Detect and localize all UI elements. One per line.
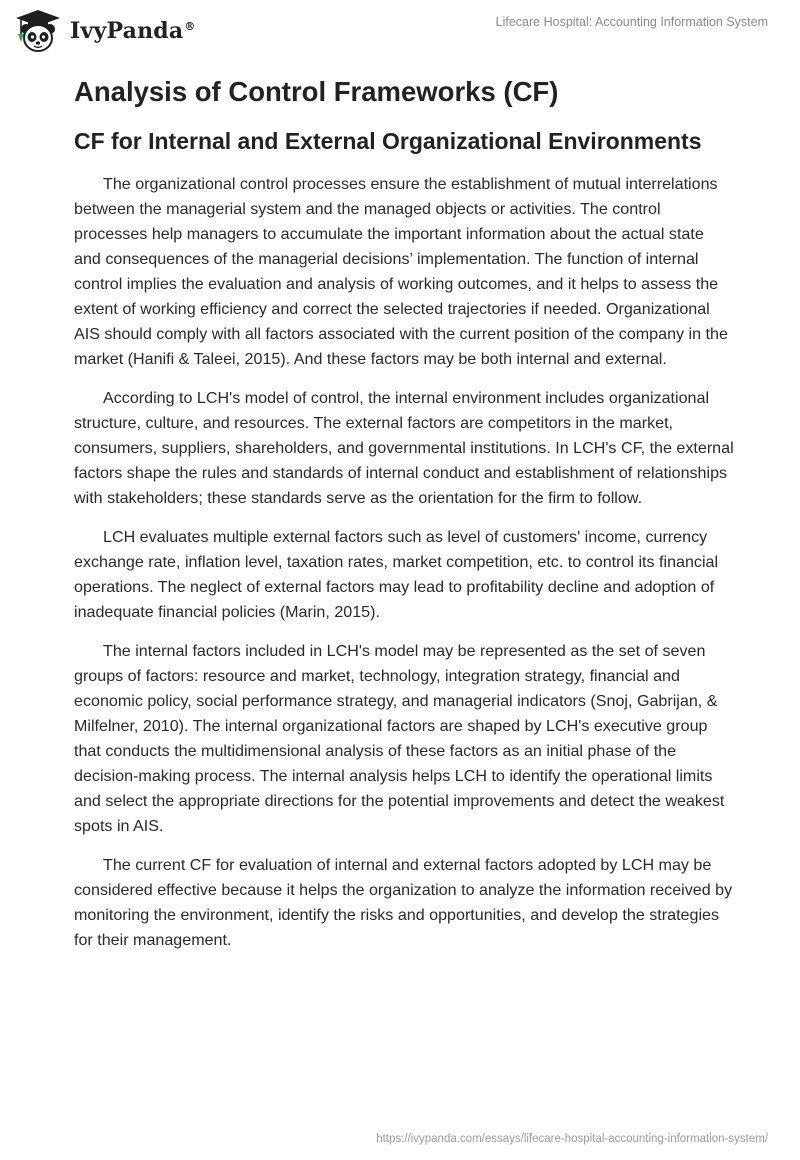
section-heading: CF for Internal and External Organizational Environments xyxy=(74,128,702,154)
paragraph: According to LCH's model of control, the internal environment includes organizational structure, culture, and resources. The external factors are competitors in the market, consumers, suppliers, shareholders, and governmental institutions. In LCH's CF, the external factors shape the rules and standards of internal conduct and establishment of relationships with stakeholders; these standards serve as the orientation for the firm to follow. xyxy=(74,389,734,507)
paragraph: The internal factors included in LCH's model may be represented as the set of seven groups of factors: resource and market, technology, integration strategy, financial and economic policy, social performance strategy, and managerial indicators (Snoj, Gabrijan, & Milfelner, 2010). The internal organizational factors are shaped by LCH's executive group that conducts the multidimensional analysis of these factors as an initial phase of the decision-making process. The internal analysis helps LCH to identify the operational limits and select the appropriate directions for the potential improvements and detect the weakest spots in AIS. xyxy=(74,642,725,835)
paragraph: The organizational control processes ensure the establishment of mutual interrelations between the managerial system and the managed objects or activities. The control processes help managers to accumulate the important information about the actual state and consequences of the managerial decisions’ implementation. The function of internal control implies the evaluation and analysis of working outcomes, and it helps to assess the extent of working efficiency and correct the selected trajectories if needed. Organizational AIS should comply with all factors associated with the current position of the company in the market (Hanifi & Taleei, 2015). And these factors may be both internal and external. xyxy=(74,175,728,368)
ivypanda-logo[interactable] xyxy=(12,8,196,54)
paragraph-list xyxy=(74,172,734,953)
panda-graduate-icon xyxy=(12,8,64,54)
paragraph: LCH evaluates multiple external factors such as level of customers' income, currency exchange rate, inflation level, taxation rates, market competition, etc. to control its financial operations. The neglect of external factors may lead to profitability decline and adoption of inadequate financial policies (Marin, 2015). xyxy=(74,528,719,621)
page-header xyxy=(0,0,800,70)
page-title: Analysis of Control Frameworks (CF) xyxy=(74,76,559,107)
paragraph: The current CF for evaluation of internal and external factors adopted by LCH may be considered effective because it helps the organization to analyze the information received by monitoring the environment, identify the risks and opportunities, and develop the strategies for their management. xyxy=(74,856,733,949)
document-title: Lifecare Hospital: Accounting Information System xyxy=(495,15,768,29)
article-body xyxy=(74,72,734,967)
source-url[interactable]: https://ivypanda.com/essays/lifecare-hospital-accounting-information-system/ xyxy=(376,1133,768,1145)
logo-text: IvyPanda® xyxy=(70,18,196,44)
